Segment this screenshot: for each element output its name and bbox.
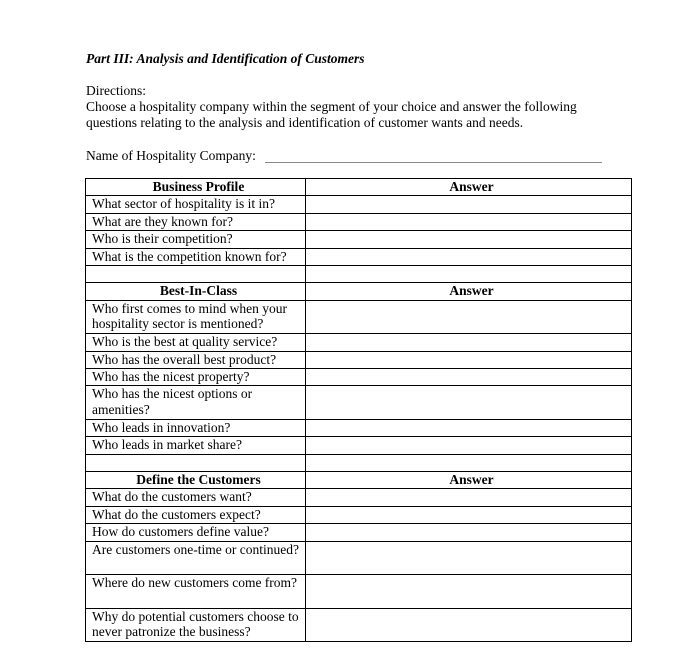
table-row: [86, 213, 632, 230]
spacer-cell: [306, 265, 632, 282]
section-header: Define the Customers: [86, 472, 306, 489]
question-cell: How do customers define value?: [86, 524, 306, 541]
question-cell: Where do new customers come from?: [86, 575, 306, 609]
table-row: [86, 506, 632, 523]
answer-cell[interactable]: [306, 608, 632, 642]
directions-text: Choose a hospitality company within the segment of your choice and answer the following questions relating to the analysis and identification of customer wants and needs.: [86, 99, 577, 130]
table-row: [86, 231, 632, 248]
answer-cell[interactable]: [306, 369, 632, 386]
question-cell: What are they known for?: [86, 213, 306, 230]
answer-cell[interactable]: [306, 231, 632, 248]
table-row: [86, 437, 632, 454]
company-name-line: [265, 162, 602, 163]
answer-cell[interactable]: [306, 213, 632, 230]
table-row: [86, 608, 632, 642]
question-cell: Who first comes to mind when your hospitality sector is mentioned?: [86, 300, 306, 334]
table-row: [86, 419, 632, 436]
table-row: [86, 541, 632, 575]
table-row: [86, 524, 632, 541]
table-row: [86, 248, 632, 265]
questions-table: [85, 178, 632, 642]
answer-header: Answer: [306, 283, 632, 300]
section-header-row: [86, 472, 632, 489]
question-cell: Who is the best at quality service?: [86, 334, 306, 351]
question-cell: What do the customers expect?: [86, 506, 306, 523]
table-row: [86, 351, 632, 368]
company-name-label: Name of Hospitality Company:: [86, 148, 256, 163]
question-cell: What do the customers want?: [86, 489, 306, 506]
answer-cell[interactable]: [306, 524, 632, 541]
question-cell: What is the competition known for?: [86, 248, 306, 265]
answer-cell[interactable]: [306, 386, 632, 420]
answer-cell[interactable]: [306, 196, 632, 213]
answer-cell[interactable]: [306, 506, 632, 523]
page-title: Part III: Analysis and Identification of Customers: [86, 51, 365, 66]
question-cell: Who is their competition?: [86, 231, 306, 248]
question-cell: Are customers one-time or continued?: [86, 541, 306, 575]
spacer-cell: [306, 454, 632, 471]
question-cell: Who leads in market share?: [86, 437, 306, 454]
table-row: [86, 369, 632, 386]
section-header-row: [86, 179, 632, 196]
answer-cell[interactable]: [306, 575, 632, 609]
question-cell: Why do potential customers choose to never patronize the business?: [86, 608, 306, 642]
spacer-row: [86, 454, 632, 471]
spacer-row: [86, 265, 632, 282]
question-cell: Who has the nicest property?: [86, 369, 306, 386]
answer-cell[interactable]: [306, 351, 632, 368]
table-row: [86, 334, 632, 351]
section-header: Business Profile: [86, 179, 306, 196]
table-row: [86, 386, 632, 420]
table-row: [86, 300, 632, 334]
section-header-row: [86, 283, 632, 300]
answer-cell[interactable]: [306, 489, 632, 506]
answer-cell[interactable]: [306, 334, 632, 351]
spacer-cell: [86, 265, 306, 282]
question-cell: Who has the nicest options or amenities?: [86, 386, 306, 420]
spacer-cell: [86, 454, 306, 471]
answer-cell[interactable]: [306, 300, 632, 334]
answer-cell[interactable]: [306, 248, 632, 265]
question-cell: Who leads in innovation?: [86, 419, 306, 436]
answer-header: Answer: [306, 179, 632, 196]
table-row: [86, 489, 632, 506]
table-row: [86, 575, 632, 609]
answer-cell[interactable]: [306, 437, 632, 454]
table-row: [86, 196, 632, 213]
answer-cell[interactable]: [306, 419, 632, 436]
question-cell: What sector of hospitality is it in?: [86, 196, 306, 213]
question-cell: Who has the overall best product?: [86, 351, 306, 368]
section-header: Best-In-Class: [86, 283, 306, 300]
directions-label: Directions:: [86, 83, 146, 98]
answer-cell[interactable]: [306, 541, 632, 575]
answer-header: Answer: [306, 472, 632, 489]
